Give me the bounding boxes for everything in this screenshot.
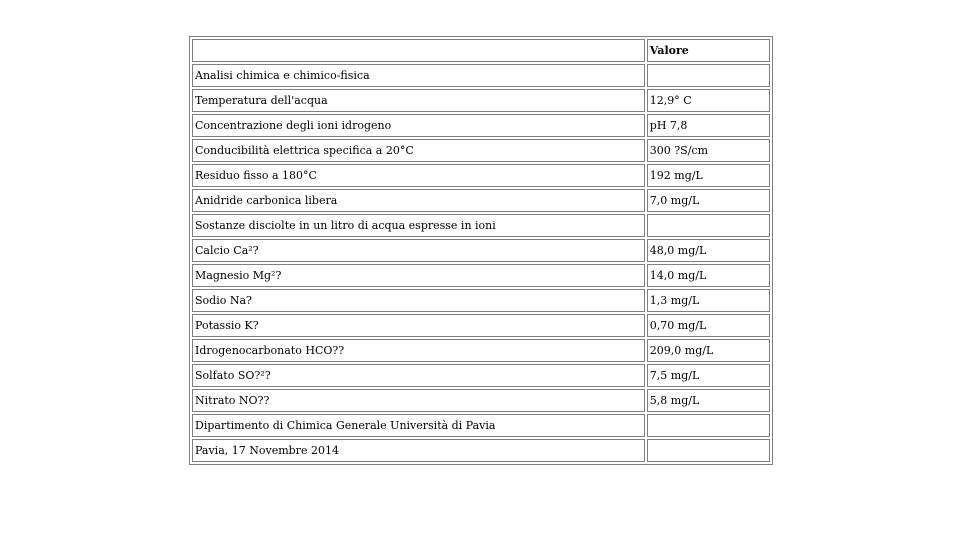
- table-row: [192, 139, 770, 162]
- row-value-cell: 0,70 mg/L: [647, 314, 770, 337]
- header-value-cell: Valore: [647, 39, 770, 62]
- row-label-cell: Idrogenocarbonato HCO??: [192, 339, 645, 362]
- table-row: [192, 414, 770, 437]
- row-value-cell: 192 mg/L: [647, 164, 770, 187]
- table-row: [192, 214, 770, 237]
- row-label-cell: Calcio Ca²?: [192, 239, 645, 262]
- row-value-cell: 5,8 mg/L: [647, 389, 770, 412]
- water-analysis-table-container: [189, 36, 773, 465]
- table-row: [192, 389, 770, 412]
- row-label-cell: Sodio Na?: [192, 289, 645, 312]
- row-label-cell: Anidride carbonica libera: [192, 189, 645, 212]
- row-value-cell: 14,0 mg/L: [647, 264, 770, 287]
- row-value-cell: 1,3 mg/L: [647, 289, 770, 312]
- table-row: [192, 289, 770, 312]
- table-row: [192, 439, 770, 462]
- table-row: [192, 89, 770, 112]
- row-value-cell: [647, 214, 770, 237]
- row-label-cell: Nitrato NO??: [192, 389, 645, 412]
- table-row: [192, 314, 770, 337]
- row-label-cell: Temperatura dell'acqua: [192, 89, 645, 112]
- row-label-cell: Analisi chimica e chimico-fisica: [192, 64, 645, 87]
- table-row: [192, 114, 770, 137]
- row-value-cell: 7,5 mg/L: [647, 364, 770, 387]
- table-row: [192, 239, 770, 262]
- row-value-cell: 7,0 mg/L: [647, 189, 770, 212]
- row-label-cell: Concentrazione degli ioni idrogeno: [192, 114, 645, 137]
- table-row: [192, 64, 770, 87]
- water-analysis-table: [189, 36, 773, 465]
- row-label-cell: Residuo fisso a 180°C: [192, 164, 645, 187]
- row-label-cell: Potassio K?: [192, 314, 645, 337]
- row-value-cell: 209,0 mg/L: [647, 339, 770, 362]
- row-value-cell: [647, 439, 770, 462]
- row-value-cell: 48,0 mg/L: [647, 239, 770, 262]
- table-row: [192, 264, 770, 287]
- table-header-row: [192, 39, 770, 62]
- row-label-cell: Dipartimento di Chimica Generale Università di Pavia: [192, 414, 645, 437]
- row-label-cell: Solfato SO?²?: [192, 364, 645, 387]
- row-value-cell: 12,9° C: [647, 89, 770, 112]
- row-label-cell: Magnesio Mg²?: [192, 264, 645, 287]
- table-row: [192, 164, 770, 187]
- row-value-cell: pH 7,8: [647, 114, 770, 137]
- row-value-cell: [647, 414, 770, 437]
- table-row: [192, 364, 770, 387]
- row-label-cell: Pavia, 17 Novembre 2014: [192, 439, 645, 462]
- row-value-cell: 300 ?S/cm: [647, 139, 770, 162]
- row-value-cell: [647, 64, 770, 87]
- table-row: [192, 339, 770, 362]
- row-label-cell: Conducibilità elettrica specifica a 20°C: [192, 139, 645, 162]
- table-body: [192, 64, 770, 462]
- header-label-cell: [192, 39, 645, 62]
- row-label-cell: Sostanze disciolte in un litro di acqua espresse in ioni: [192, 214, 645, 237]
- table-row: [192, 189, 770, 212]
